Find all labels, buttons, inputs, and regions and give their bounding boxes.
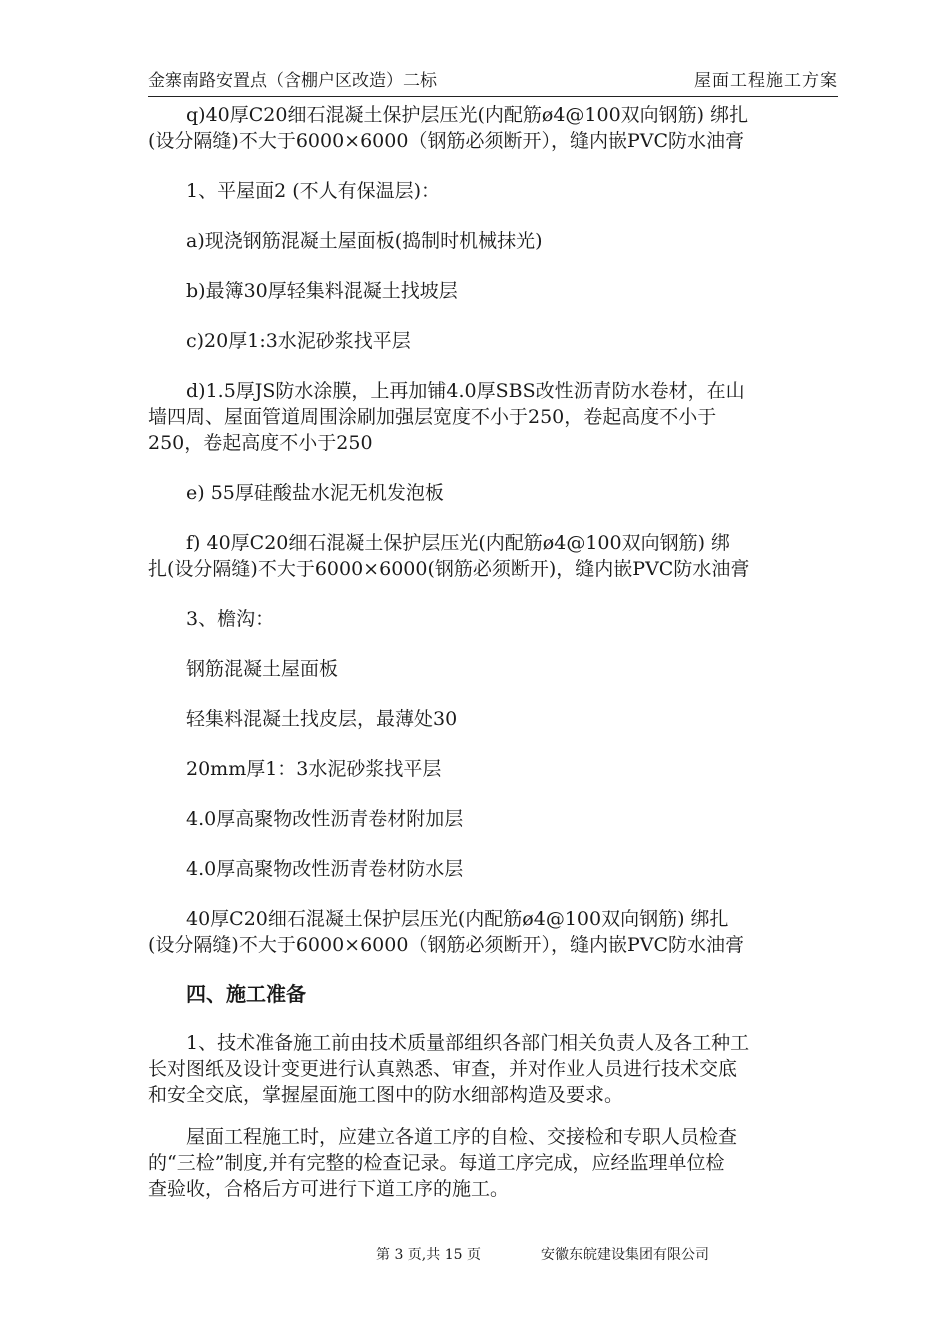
text-line: 钢筋混凝土屋面板 [186,658,339,680]
text-line: 40厚C20细石混凝土保护层压光(内配筋ø4@100双向钢筋) 绑扎 [186,908,729,930]
text-line: d)1.5厚JS防水涂膜，上再加铺4.0厚SBS改性沥青防水卷材，在山 [186,380,745,402]
text-line: 轻集料混凝土找皮层，最薄处30 [186,708,458,730]
text-line: 和安全交底，掌握屋面施工图中的防水细部构造及要求。 [148,1084,624,1106]
text-line: 250，卷起高度不小于250 [148,432,373,454]
list-item [148,378,838,456]
list-item [148,480,838,506]
text-line: 查验收，合格后方可进行下道工序的施工。 [148,1178,510,1200]
text-line: 4.0厚高聚物改性沥青卷材防水层 [186,858,464,880]
section-subheading [148,606,838,632]
text-line: 的“三检”制度,并有完整的检查记录。每道工序完成，应经监理单位检 [148,1152,725,1174]
text-line: 扎(设分隔缝)不大于6000×6000(钢筋必须断开)，缝内嵌PVC防水油膏 [148,558,750,580]
text-line: 屋面工程施工时，应建立各道工序的自检、交接检和专职人员检查 [186,1126,738,1148]
list-item [148,806,838,832]
list-item [148,856,838,882]
company-name: 安徽东皖建设集团有限公司 [541,1247,709,1263]
text-line: c)20厚1:3水泥砂浆找平层 [186,330,411,352]
header-project-name: 金寨南路安置点（含棚户区改造）二标 [148,71,437,91]
paragraph [148,1124,838,1202]
text-line: f) 40厚C20细石混凝土保护层压光(内配筋ø4@100双向钢筋) 绑 [186,532,731,554]
list-item [148,706,838,732]
text-line: 4.0厚高聚物改性沥青卷材附加层 [186,808,464,830]
list-item [148,756,838,782]
text-line: 3、檐沟： [186,608,275,630]
text-line: 墙四周、屋面管道周围涂刷加强层宽度不小于250，卷起高度不小于 [148,406,717,428]
text-line: 1、平屋面2 (不人有保温层)： [186,180,441,202]
page-header [148,70,838,97]
list-item [148,530,838,582]
text-line: q)40厚C20细石混凝土保护层压光(内配筋ø4@100双向钢筋) 绑扎 [186,104,749,126]
paragraph [148,102,838,154]
page-number: 第 3 页,共 15 页 [376,1247,481,1263]
list-item [148,278,838,304]
list-item [148,228,838,254]
paragraph [148,906,838,958]
list-item [148,178,838,204]
text-line: 长对图纸及设计变更进行认真熟悉、审查，并对作业人员进行技术交底 [148,1058,738,1080]
text-line: (设分隔缝)不大于6000×6000（钢筋必须断开），缝内嵌PVC防水油膏 [148,130,744,152]
paragraph [148,1030,838,1108]
list-item [148,328,838,354]
text-line: e) 55厚硅酸盐水泥无机发泡板 [186,482,444,504]
document-body [148,98,838,1202]
header-document-title: 屋面工程施工方案 [694,71,838,91]
section-heading [148,981,838,1007]
text-line: a)现浇钢筋混凝土屋面板(捣制时机械抹光) [186,230,543,252]
list-item [148,656,838,682]
text-line: (设分隔缝)不大于6000×6000（钢筋必须断开），缝内嵌PVC防水油膏 [148,934,744,956]
text-line: b)最簿30厚轻集料混凝土找坡层 [186,280,458,302]
section-heading-text: 四、施工准备 [186,982,306,1006]
text-line: 1、技术准备施工前由技术质量部组织各部门相关负责人及各工种工 [186,1032,750,1054]
text-line: 20mm厚1：3水泥砂浆找平层 [186,758,442,780]
